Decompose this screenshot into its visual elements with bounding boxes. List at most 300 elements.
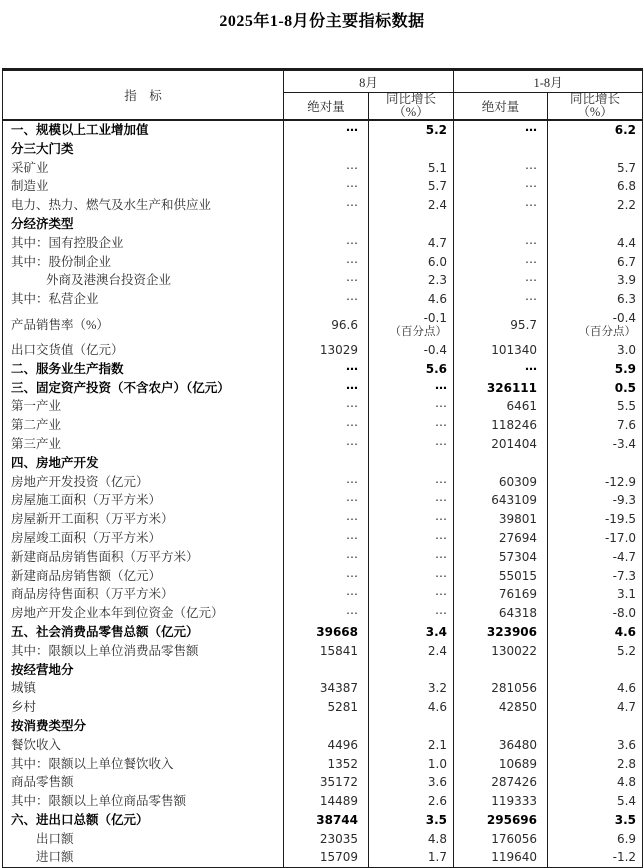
value-cell-august-absolute [284, 604, 369, 623]
value-cell-august-growth [369, 585, 454, 604]
col-header-growth-august [369, 93, 454, 121]
cell-value: 5.2 [425, 123, 448, 137]
cell-value: 76169 [498, 587, 538, 602]
table-row [3, 435, 643, 454]
cell-value: 96.6 [331, 317, 358, 332]
value-cell-august-absolute [284, 397, 369, 416]
indicator-cell: 制造业 [3, 177, 284, 196]
cell-unit-note: （百分点） [389, 325, 448, 338]
table-row [3, 792, 643, 811]
cell-value: ⋯ [346, 235, 358, 250]
indicator-cell: 其中：私营企业 [3, 290, 284, 309]
indicator-cell: 其中：股份制企业 [3, 253, 284, 272]
cell-value: 6.7 [616, 254, 637, 269]
value-cell-august-growth [369, 698, 454, 717]
value-cell-janaug-growth [548, 604, 643, 623]
cell-value: 4.8 [427, 831, 448, 846]
cell-value: ⋯ [346, 568, 358, 583]
value-cell-janaug-growth [548, 473, 643, 492]
cell-value: 5.4 [616, 794, 637, 809]
table-row [3, 159, 643, 178]
cell-value: 7.6 [616, 418, 637, 433]
indicator-cell: 产品销售率（%） [3, 309, 284, 341]
cell-value: -19.5 [604, 512, 637, 527]
value-cell-august-absolute [284, 792, 369, 811]
value-cell-janaug-absolute [454, 585, 548, 604]
cell-value: ⋯ [525, 254, 538, 269]
indicator-cell: 六、进出口总额（亿元） [3, 811, 284, 830]
indicator-cell: 出口交货值（亿元） [3, 341, 284, 360]
cell-value: 3.1 [616, 587, 637, 602]
value-cell-janaug-absolute [454, 253, 548, 272]
table-row [3, 642, 643, 661]
value-cell-august-growth [369, 120, 454, 140]
value-cell-august-absolute [284, 177, 369, 196]
table-row [3, 755, 643, 774]
col-group-jan-aug: 1-8月 [454, 70, 643, 93]
value-cell-janaug-absolute [454, 661, 548, 680]
cell-value: ⋯ [525, 292, 538, 307]
value-cell-janaug-growth [548, 811, 643, 830]
cell-value: 27694 [498, 530, 538, 545]
value-cell-janaug-growth [548, 341, 643, 360]
cell-value: 3.9 [616, 273, 637, 288]
value-cell-august-absolute [284, 290, 369, 309]
indicator-cell: 新建商品房销售面积（万平方米） [3, 548, 284, 567]
value-cell-august-absolute [284, 341, 369, 360]
value-cell-janaug-absolute [454, 604, 548, 623]
cell-value: 101340 [491, 342, 538, 357]
value-cell-august-absolute [284, 510, 369, 529]
cell-value: -17.0 [604, 530, 637, 545]
value-cell-august-growth [369, 792, 454, 811]
value-cell-august-growth [369, 159, 454, 178]
value-cell-august-absolute [284, 585, 369, 604]
table-row [3, 309, 643, 341]
value-cell-august-absolute [284, 234, 369, 253]
cell-value: ⋯ [346, 198, 358, 213]
value-cell-august-growth [369, 397, 454, 416]
value-cell-august-absolute [284, 623, 369, 642]
value-cell-janaug-absolute [454, 379, 548, 398]
value-cell-august-growth [369, 755, 454, 774]
cell-value: 5.7 [616, 160, 637, 175]
indicator-cell: 进口额 [3, 848, 284, 867]
value-cell-janaug-absolute [454, 435, 548, 454]
value-cell-august-growth [369, 510, 454, 529]
col-header-indicator: 指 标 [3, 70, 284, 121]
value-cell-august-growth [369, 416, 454, 435]
cell-value: 64318 [498, 606, 538, 621]
cell-value: 34387 [319, 681, 358, 696]
cell-value: 15709 [319, 850, 358, 865]
cell-value: ⋯ [525, 198, 538, 213]
cell-value: ⋯ [435, 512, 448, 527]
value-cell-janaug-growth [548, 397, 643, 416]
indicator-cell: 房地产开发投资（亿元） [3, 473, 284, 492]
indicator-cell: 五、社会消费品零售总额（亿元） [3, 623, 284, 642]
table-row [3, 341, 643, 360]
value-cell-janaug-absolute [454, 177, 548, 196]
value-cell-janaug-growth [548, 360, 643, 379]
indicator-cell: 二、服务业生产指数 [3, 360, 284, 379]
cell-value: ⋯ [346, 512, 358, 527]
value-cell-august-absolute [284, 642, 369, 661]
value-cell-august-growth [369, 473, 454, 492]
table-row [3, 253, 643, 272]
value-cell-august-absolute [284, 360, 369, 379]
indicator-cell: 第一产业 [3, 397, 284, 416]
indicator-cell: 第二产业 [3, 416, 284, 435]
growth-label-line2: （%） [577, 105, 613, 119]
value-cell-august-absolute [284, 491, 369, 510]
cell-value: 14489 [319, 794, 358, 809]
cell-value: 4.6 [427, 700, 448, 715]
value-cell-august-growth [369, 736, 454, 755]
cell-value: 118246 [491, 418, 538, 433]
cell-value: 5.2 [616, 643, 637, 658]
indicators-table [2, 68, 643, 868]
cell-value: 643109 [491, 493, 538, 508]
indicator-cell: 新建商品房销售额（亿元） [3, 567, 284, 586]
value-cell-janaug-absolute [454, 215, 548, 234]
cell-value: ⋯ [435, 380, 448, 395]
value-cell-janaug-growth [548, 698, 643, 717]
cell-value: 2.6 [427, 794, 448, 809]
value-cell-august-growth [369, 341, 454, 360]
cell-value: 176056 [491, 831, 538, 846]
value-cell-august-absolute [284, 215, 369, 234]
cell-value: 3.4 [425, 624, 448, 639]
value-cell-janaug-absolute [454, 290, 548, 309]
cell-value: ⋯ [346, 254, 358, 269]
value-cell-janaug-growth [548, 736, 643, 755]
value-cell-august-growth [369, 604, 454, 623]
cell-value: 3.5 [425, 812, 448, 827]
value-cell-janaug-growth [548, 830, 643, 849]
value-cell-janaug-absolute [454, 271, 548, 290]
indicator-cell: 第三产业 [3, 435, 284, 454]
value-cell-janaug-absolute [454, 120, 548, 140]
cell-value: 295696 [486, 812, 538, 827]
table-row [3, 140, 643, 159]
cell-value: ⋯ [346, 123, 358, 137]
value-cell-august-absolute [284, 567, 369, 586]
indicator-cell: 餐饮收入 [3, 736, 284, 755]
table-row [3, 234, 643, 253]
value-cell-janaug-absolute [454, 755, 548, 774]
cell-value: 13029 [319, 342, 358, 357]
value-cell-janaug-growth [548, 773, 643, 792]
value-cell-august-absolute [284, 309, 369, 341]
cell-value: ⋯ [346, 399, 358, 414]
indicator-cell: 其中：限额以上单位商品零售额 [3, 792, 284, 811]
indicator-cell: 城镇 [3, 679, 284, 698]
value-cell-august-growth [369, 379, 454, 398]
cell-value: ⋯ [525, 179, 538, 194]
value-cell-janaug-absolute [454, 623, 548, 642]
value-cell-janaug-absolute [454, 736, 548, 755]
cell-value: 3.5 [614, 812, 637, 827]
cell-value: 4.7 [616, 700, 637, 715]
value-cell-august-absolute [284, 473, 369, 492]
cell-value: 6461 [506, 399, 538, 414]
table-row [3, 717, 643, 736]
value-cell-janaug-growth [548, 215, 643, 234]
cell-value: 130022 [491, 643, 538, 658]
value-cell-janaug-absolute [454, 234, 548, 253]
value-cell-janaug-growth [548, 567, 643, 586]
cell-value: 35172 [319, 775, 358, 790]
growth-label-line1: 同比增长 [386, 92, 437, 106]
value-cell-janaug-absolute [454, 698, 548, 717]
cell-unit-note: （百分点） [578, 325, 637, 338]
value-cell-august-growth [369, 196, 454, 215]
cell-value: 39668 [316, 624, 358, 639]
value-cell-august-absolute [284, 416, 369, 435]
value-cell-august-absolute [284, 830, 369, 849]
value-cell-august-absolute [284, 454, 369, 473]
table-row [3, 196, 643, 215]
value-cell-august-growth [369, 830, 454, 849]
value-cell-janaug-growth [548, 234, 643, 253]
table-row [3, 271, 643, 290]
value-cell-august-growth [369, 177, 454, 196]
indicator-cell: 一、规模以上工业增加值 [3, 120, 284, 140]
table-row [3, 215, 643, 234]
value-cell-august-absolute [284, 755, 369, 774]
value-cell-janaug-growth [548, 177, 643, 196]
value-cell-janaug-absolute [454, 159, 548, 178]
value-cell-august-absolute [284, 379, 369, 398]
value-cell-janaug-growth [548, 416, 643, 435]
cell-value: 5.7 [427, 179, 448, 194]
value-cell-janaug-absolute [454, 529, 548, 548]
cell-value: 42850 [498, 700, 538, 715]
indicator-cell: 房屋新开工面积（万平方米） [3, 510, 284, 529]
value-cell-janaug-absolute [454, 341, 548, 360]
cell-value: 95.7 [510, 317, 538, 332]
value-cell-august-absolute [284, 435, 369, 454]
table-row [3, 830, 643, 849]
value-cell-janaug-absolute [454, 830, 548, 849]
cell-value: ⋯ [346, 179, 358, 194]
indicator-cell: 分三大门类 [3, 140, 284, 159]
cell-value: 3.6 [616, 737, 637, 752]
value-cell-august-absolute [284, 159, 369, 178]
cell-value: ⋯ [525, 361, 538, 376]
value-cell-august-growth [369, 567, 454, 586]
value-cell-janaug-absolute [454, 811, 548, 830]
value-cell-janaug-growth [548, 290, 643, 309]
value-cell-janaug-growth [548, 717, 643, 736]
table-row [3, 548, 643, 567]
value-cell-janaug-growth [548, 120, 643, 140]
value-cell-janaug-growth [548, 755, 643, 774]
cell-value: 2.3 [427, 273, 448, 288]
page-title: 2025年1-8月份主要指标数据 [219, 13, 425, 30]
indicator-cell: 乡村 [3, 698, 284, 717]
cell-value: 15841 [319, 643, 358, 658]
cell-value: ⋯ [346, 549, 358, 564]
cell-value: 4.7 [427, 235, 448, 250]
cell-value: -0.4 [423, 342, 448, 357]
value-cell-august-growth [369, 140, 454, 159]
value-cell-janaug-absolute [454, 642, 548, 661]
value-cell-janaug-growth [548, 661, 643, 680]
cell-value: 6.9 [616, 831, 637, 846]
cell-value: 2.8 [616, 756, 637, 771]
cell-value: 60309 [498, 474, 538, 489]
indicator-cell: 其中：限额以上单位消费品零售额 [3, 642, 284, 661]
value-cell-janaug-absolute [454, 454, 548, 473]
value-cell-august-growth [369, 529, 454, 548]
table-row [3, 698, 643, 717]
cell-value: ⋯ [346, 418, 358, 433]
cell-value: 38744 [316, 812, 358, 827]
table-row [3, 623, 643, 642]
cell-value: ⋯ [435, 436, 448, 451]
cell-value: ⋯ [435, 568, 448, 583]
indicator-cell: 电力、热力、燃气及水生产和供应业 [3, 196, 284, 215]
value-cell-august-growth [369, 435, 454, 454]
cell-value: 5.6 [425, 361, 448, 376]
indicator-cell: 四、房地产开发 [3, 454, 284, 473]
value-cell-janaug-growth [548, 491, 643, 510]
cell-value: ⋯ [435, 474, 448, 489]
cell-value: 3.0 [616, 342, 637, 357]
value-cell-janaug-growth [548, 253, 643, 272]
value-cell-august-growth [369, 454, 454, 473]
indicator-cell: 房地产开发企业本年到位资金（亿元） [3, 604, 284, 623]
cell-value: ⋯ [346, 474, 358, 489]
value-cell-janaug-absolute [454, 360, 548, 379]
cell-value: ⋯ [525, 160, 538, 175]
cell-value: 57304 [498, 549, 538, 564]
value-cell-janaug-absolute [454, 717, 548, 736]
cell-value: -9.3 [612, 493, 637, 508]
value-cell-janaug-absolute [454, 773, 548, 792]
value-cell-august-absolute [284, 661, 369, 680]
cell-value: -0.4 [612, 310, 637, 325]
value-cell-august-growth [369, 811, 454, 830]
cell-value: ⋯ [525, 235, 538, 250]
cell-value: 6.2 [614, 123, 637, 137]
col-group-august: 8月 [284, 70, 454, 93]
value-cell-august-absolute [284, 253, 369, 272]
cell-value: ⋯ [346, 530, 358, 545]
value-cell-august-growth [369, 623, 454, 642]
value-cell-janaug-growth [548, 679, 643, 698]
value-cell-august-growth [369, 360, 454, 379]
cell-value: ⋯ [525, 123, 538, 137]
indicator-cell: 按消费类型分 [3, 717, 284, 736]
value-cell-janaug-absolute [454, 510, 548, 529]
value-cell-janaug-absolute [454, 567, 548, 586]
value-cell-janaug-growth [548, 435, 643, 454]
cell-value: 4.8 [616, 775, 637, 790]
value-cell-august-growth [369, 642, 454, 661]
cell-value: 3.2 [427, 681, 448, 696]
value-cell-august-growth [369, 491, 454, 510]
table-row [3, 679, 643, 698]
table-row [3, 360, 643, 379]
value-cell-janaug-growth [548, 196, 643, 215]
value-cell-august-growth [369, 253, 454, 272]
value-cell-august-absolute [284, 736, 369, 755]
cell-value: 23035 [319, 831, 358, 846]
cell-value: 2.4 [427, 198, 448, 213]
cell-value: ⋯ [435, 606, 448, 621]
value-cell-janaug-growth [548, 623, 643, 642]
cell-value: 3.6 [427, 775, 448, 790]
table-row [3, 120, 643, 140]
table-row [3, 290, 643, 309]
cell-value: ⋯ [435, 399, 448, 414]
table-row [3, 661, 643, 680]
value-cell-august-absolute [284, 140, 369, 159]
table-row [3, 416, 643, 435]
cell-value: 281056 [491, 681, 538, 696]
value-cell-janaug-absolute [454, 309, 548, 341]
cell-value: -1.2 [612, 850, 637, 865]
table-row [3, 379, 643, 398]
cell-value: 323906 [486, 624, 538, 639]
growth-label-line1: 同比增长 [570, 92, 621, 106]
value-cell-august-growth [369, 271, 454, 290]
indicator-cell: 分经济类型 [3, 215, 284, 234]
table-row [3, 491, 643, 510]
cell-value: 1.0 [427, 756, 448, 771]
indicator-cell: 其中：限额以上单位餐饮收入 [3, 755, 284, 774]
cell-value: ⋯ [346, 606, 358, 621]
col-header-absolute-august: 绝对量 [284, 93, 369, 121]
value-cell-august-growth [369, 290, 454, 309]
table-header-group-row [3, 70, 643, 93]
value-cell-august-absolute [284, 698, 369, 717]
cell-value: ⋯ [435, 418, 448, 433]
value-cell-august-absolute [284, 196, 369, 215]
cell-value: -0.1 [423, 310, 448, 325]
cell-value: ⋯ [346, 493, 358, 508]
value-cell-janaug-growth [548, 140, 643, 159]
value-cell-august-growth [369, 717, 454, 736]
cell-value: 55015 [498, 568, 538, 583]
cell-value: 2.4 [427, 643, 448, 658]
cell-value: ⋯ [435, 549, 448, 564]
value-cell-janaug-growth [548, 159, 643, 178]
value-cell-janaug-growth [548, 271, 643, 290]
value-cell-janaug-absolute [454, 792, 548, 811]
value-cell-janaug-absolute [454, 397, 548, 416]
value-cell-august-growth [369, 215, 454, 234]
value-cell-janaug-absolute [454, 491, 548, 510]
table-row [3, 773, 643, 792]
cell-value: ⋯ [346, 292, 358, 307]
col-header-growth-jan-aug [548, 93, 643, 121]
cell-value: 119333 [491, 794, 538, 809]
cell-value: ⋯ [346, 587, 358, 602]
cell-value: 287426 [491, 775, 538, 790]
table-row [3, 567, 643, 586]
value-cell-janaug-growth [548, 379, 643, 398]
indicator-cell: 三、固定资产投资（不含农户）（亿元） [3, 379, 284, 398]
cell-value: 4.6 [616, 681, 637, 696]
value-cell-janaug-growth [548, 529, 643, 548]
cell-value: 6.3 [616, 292, 637, 307]
indicator-cell: 房屋竣工面积（万平方米） [3, 529, 284, 548]
indicator-cell: 按经营地分 [3, 661, 284, 680]
